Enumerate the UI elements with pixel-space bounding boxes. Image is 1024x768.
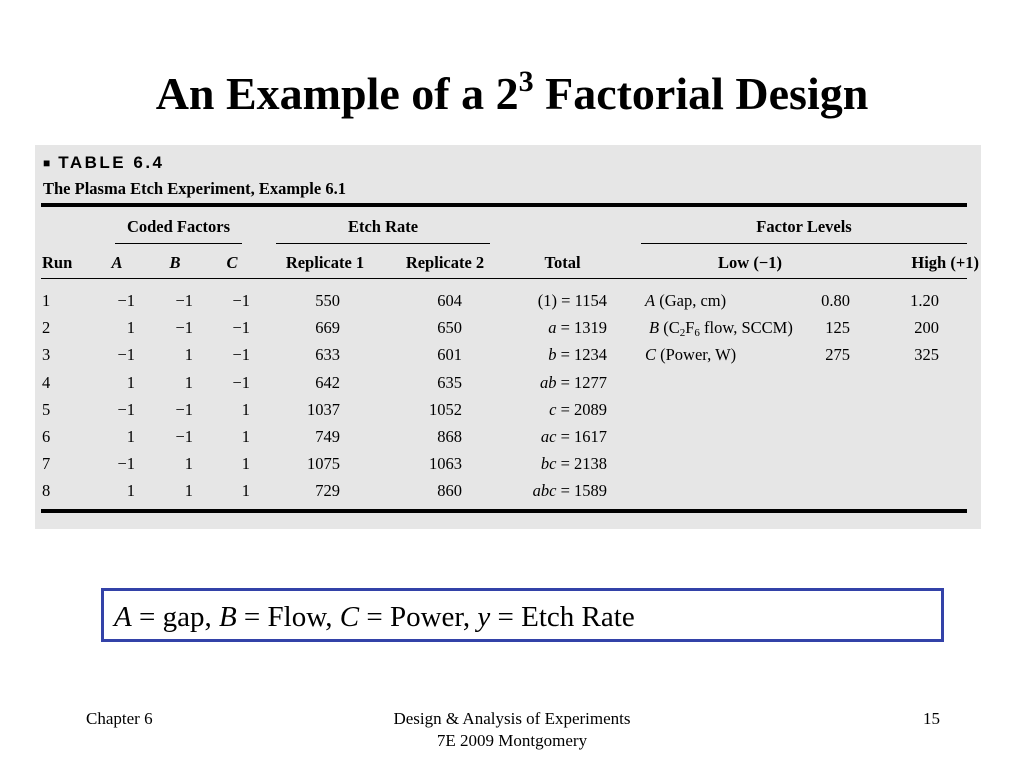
cell-a: 1 xyxy=(126,318,135,338)
cell-b: 1 xyxy=(184,481,193,501)
factor-level-high: 200 xyxy=(914,318,939,338)
cell-c: 1 xyxy=(241,481,250,501)
cell-run: 5 xyxy=(42,399,51,419)
def-b-text: = Flow, xyxy=(236,601,340,633)
group-header-coded-factors: Coded Factors xyxy=(126,217,231,236)
cell-a: 1 xyxy=(126,427,135,446)
cell-total xyxy=(475,454,607,474)
col-header-high: High (+1) xyxy=(911,253,979,272)
footer-course-line2: 7E 2009 Montgomery xyxy=(436,731,588,750)
factor-level-low: 0.80 xyxy=(821,291,850,310)
cell-total xyxy=(475,291,607,311)
def-a-text: = gap, xyxy=(131,601,219,633)
factor-levels-underline xyxy=(641,243,967,244)
cell-run: 1 xyxy=(42,291,51,310)
total-value: = 1319 xyxy=(560,318,607,338)
factor-post: flow, SCCM) xyxy=(699,318,793,338)
cell-c: 1 xyxy=(241,454,250,474)
total-value: = 2138 xyxy=(560,454,607,474)
group-header-factor-levels: Factor Levels xyxy=(756,217,852,236)
cell-a: 1 xyxy=(126,372,135,392)
cell-b: −1 xyxy=(175,399,193,419)
col-header-rep2: Replicate 2 xyxy=(405,253,485,272)
footer-course xyxy=(312,708,712,752)
bottom-rule xyxy=(41,509,967,513)
factor-pre: (Gap, cm) xyxy=(655,291,727,310)
total-value: = 1154 xyxy=(561,291,607,310)
total-label: b xyxy=(548,345,557,365)
total-value: = 1617 xyxy=(560,427,607,446)
group-header-etch-rate: Etch Rate xyxy=(347,217,419,236)
cell-run: 7 xyxy=(42,454,51,474)
factor-level-name xyxy=(645,291,726,311)
cell-rep2: 601 xyxy=(437,345,462,365)
cell-run: 3 xyxy=(42,345,51,365)
col-header-a: A xyxy=(111,253,123,272)
total-label: ac xyxy=(540,427,557,446)
cell-total xyxy=(475,481,607,501)
factor-level-high: 1.20 xyxy=(910,291,939,310)
cell-rep1: 1075 xyxy=(307,454,340,474)
cell-rep1: 642 xyxy=(315,372,340,392)
footer-page-number: 15 xyxy=(923,709,940,728)
cell-run: 2 xyxy=(42,318,51,338)
cell-rep2: 635 xyxy=(437,372,462,392)
factor-letter: A xyxy=(645,291,656,310)
cell-c: 1 xyxy=(241,427,250,446)
factor-mid: F xyxy=(685,318,695,338)
factor-sub2: 6 xyxy=(694,327,700,340)
total-label: bc xyxy=(540,454,557,474)
col-header-c: C xyxy=(226,253,238,272)
table-heading xyxy=(43,153,165,173)
cell-rep1: 749 xyxy=(315,427,340,446)
factor-pre: (Power, W) xyxy=(656,345,737,365)
var-y: y xyxy=(477,601,491,633)
factor-level-name xyxy=(649,318,793,338)
var-b: B xyxy=(218,601,237,633)
cell-rep2: 860 xyxy=(437,481,462,501)
cell-c: −1 xyxy=(232,372,250,392)
def-y-text: = Etch Rate xyxy=(490,601,635,633)
total-value: = 2089 xyxy=(560,399,607,419)
title-end: Factorial Design xyxy=(533,68,869,119)
factor-letter: B xyxy=(649,318,660,338)
footer-chapter: Chapter 6 xyxy=(86,709,153,728)
cell-a: −1 xyxy=(117,399,135,419)
footer-course-line1: Design & Analysis of Experiments xyxy=(393,709,631,728)
cell-rep1: 1037 xyxy=(307,399,340,419)
etch-rate-underline xyxy=(276,243,490,244)
factor-level-low: 125 xyxy=(825,318,850,338)
table-caption: The Plasma Etch Experiment, Example 6.1 xyxy=(43,179,346,198)
total-label: (1) xyxy=(537,291,558,310)
cell-a: 1 xyxy=(126,481,135,501)
square-bullet-icon: ■ xyxy=(43,156,51,170)
cell-c: −1 xyxy=(232,291,250,310)
cell-total xyxy=(475,345,607,365)
col-header-low: Low (−1) xyxy=(718,253,782,272)
cell-rep2: 1063 xyxy=(429,454,462,474)
cell-c: 1 xyxy=(241,399,250,419)
cell-rep2: 1052 xyxy=(429,399,462,419)
cell-a: −1 xyxy=(117,291,135,310)
cell-rep1: 550 xyxy=(315,291,340,310)
cell-total xyxy=(475,373,607,393)
cell-a: −1 xyxy=(117,345,135,365)
cell-rep1: 729 xyxy=(315,481,340,501)
slide-title xyxy=(0,66,1024,122)
cell-c: −1 xyxy=(232,345,250,365)
table-heading-text: TABLE 6.4 xyxy=(58,153,165,172)
table-panel xyxy=(35,145,981,529)
var-c: C xyxy=(339,601,360,633)
var-a: A xyxy=(114,601,132,633)
coded-factors-underline xyxy=(115,243,242,244)
factor-level-low: 275 xyxy=(825,345,850,365)
factor-level-name xyxy=(645,345,736,365)
top-rule xyxy=(41,203,967,207)
title-main: An Example of a 2 xyxy=(155,68,519,119)
cell-total xyxy=(475,318,607,338)
header-rule xyxy=(41,278,967,279)
cell-total xyxy=(475,400,607,420)
cell-run: 4 xyxy=(42,372,51,392)
factor-sub: 2 xyxy=(679,327,686,340)
factor-letter: C xyxy=(645,345,657,365)
total-label: ab xyxy=(539,372,557,392)
cell-rep2: 650 xyxy=(437,318,462,338)
col-header-b: B xyxy=(169,253,181,272)
total-value: = 1277 xyxy=(560,372,607,392)
cell-rep1: 633 xyxy=(315,345,340,365)
col-header-run: Run xyxy=(42,253,73,272)
cell-rep1: 669 xyxy=(315,318,340,338)
def-c-text: = Power, xyxy=(359,601,478,633)
cell-b: 1 xyxy=(184,345,193,365)
col-header-total: Total xyxy=(544,253,581,272)
cell-run: 6 xyxy=(42,427,51,446)
cell-a: −1 xyxy=(117,454,135,474)
cell-total xyxy=(475,427,607,447)
cell-rep2: 604 xyxy=(437,291,462,310)
total-label: abc xyxy=(532,481,557,501)
cell-b: 1 xyxy=(184,372,193,392)
total-value: = 1589 xyxy=(560,481,607,501)
cell-b: −1 xyxy=(175,291,193,310)
cell-b: 1 xyxy=(184,454,193,474)
cell-b: −1 xyxy=(175,427,193,446)
cell-b: −1 xyxy=(175,318,193,338)
title-exponent: 3 xyxy=(518,65,534,98)
factor-pre: (C xyxy=(659,318,680,338)
variable-definition-box xyxy=(101,588,944,642)
total-label: c xyxy=(549,399,557,419)
factor-level-high: 325 xyxy=(914,345,939,365)
cell-run: 8 xyxy=(42,481,51,501)
col-header-rep1: Replicate 1 xyxy=(285,253,365,272)
cell-rep2: 868 xyxy=(437,427,462,446)
total-value: = 1234 xyxy=(560,345,607,365)
cell-c: −1 xyxy=(232,318,250,338)
total-label: a xyxy=(548,318,557,338)
